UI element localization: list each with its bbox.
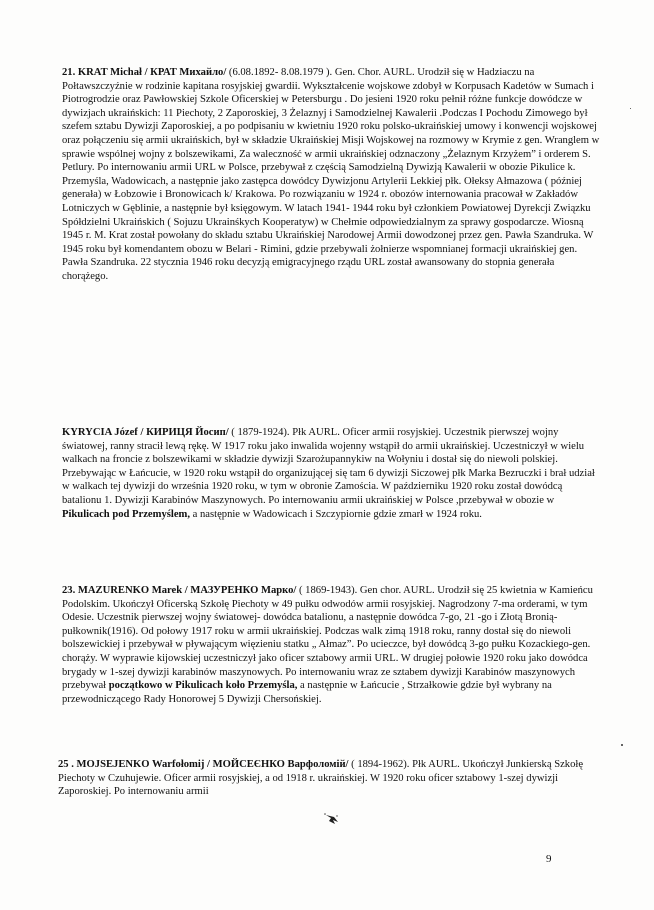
entry-mojsejenko — [58, 758, 606, 799]
entry-text: ( 1879-1924). Płk AURL. Oficer armii rosyjskiej. Uczestnik pierwszej wojny światowej, ranny stracił lewą rękę. W 1917 roku jako inwalida wojenny wstąpił do armii ukraińskiej. Uczestniczył w wielu walkach na froncie z bolszewikami w składzie dywizji Szarożupannykiw na Wołyniu i dostał się do niewoli polskiej. Przebywając w Łańcucie, w 1920 roku wstąpił do organizującej się tam 6 dywizji Siczowej płk Marka Bezruczki i brał udział w walkach tej dywizji do września 1920 roku, w tym w obronie Zamościa. W październiku 1920 roku został dowódcą batalionu 1. Dywizji Karabinów Maszynowych. Po internowaniu armii ukraińskiej w Polsce ,przebywał w obozie w — [62, 427, 595, 506]
entry-text: (6.08.1892- 8.08.1979 ). Gen. Chor. AURL. Urodził się w Hadziaczu na Połtawszczyźnie w rodzinie kapitana rosyjskiej gwardii. Wykształcenie wojskowe zdobył w Korpusach Kadetów w Sumach i Piotrogrodzie oraz Pawłowskiej Szkole Oficerskiej w Petersburgu . Do jesieni 1920 roku pełnił różne funkcje dowódcze w dywizjach ukraińskich: 11 Piechoty, 2 Zaporoskiej, 3 Żelaznyj i Samodzielnej Kawalerii .Podczas I Pochodu Zimowego był szefem sztabu Dywizji Zaporoskiej, a po podpisaniu w kwietniu 1920 roku polsko-ukraińskiej umowy i konwencji wojskowej oraz połączeniu się armii ukraińskich, był w składzie Ukraińskiej Misji Wojskowej na rozmowy w Krymie z gen. Wranglem w sprawie wspólnej wojny z bolszewikami, Za waleczność w armii ukraińskiej odznaczony „Żelaznym Krzyżem” i orderem S. Petlury. Po internowaniu armii URL w Polsce, przebywał z częścią Samodzielną Dywizją Kawalerii w obozie Pikulice k. Przemyśla, Wadowicach, a następnie jako zastępca dowódcy Dywizjonu Artylerii Lekkiej płk. Ołeksy Ałmazowa ( później generała) w Łobzowie i Bronowicach k/ Krakowa. Po rozwiązaniu w 1924 r. obozów internowania pracował w Zakładów Lotniczych w Gęblinie, a następnie był księgowym. W latach 1941- 1944 roku był członkiem Powiatowej Dyrekcji Związku Spółdzielni Ukraińskich ( Sojuzu Ukrainśkych Kooperatyw) w Chełmie odpowiedzialnym za sprawy gospodarcze. Wiosną 1945 r. M. Krat został powołany do składu sztabu Ukraińskiej Narodowej Armii dowodzonej przez gen. Pawła Szandruka. W 1945 roku był komendantem obozu w Belari - Rimini, gdzie przebywali żołnierze wspomnianej formacji ukraińskiej gen. Pawła Szandruka. 22 stycznia 1946 roku decyzją emigracyjnego rządu URL został awansowany do stopnia generała chorążego. — [62, 67, 600, 282]
entry-krat — [62, 66, 600, 284]
scan-speck — [630, 108, 631, 109]
entry-text: ( 1894-1962). Płk AURL. Ukończył Junkierską Szkołę Piechoty w Czuhujewie. Oficer armii rosyjskiej, a od 1918 r. ukraińskiej. W 1920 roku oficer sztabowy 1-szej dywizji Zaporoskiej. Po internowaniu armii — [58, 759, 584, 798]
entry-text: a następnie w Wadowicach i Szczypiornie gdzie zmarł w 1924 roku. — [190, 508, 482, 520]
entry-heading: 25 . MOJSEJENKO Warfołomij / МОЙСЕЄНКО Варфоломій/ — [58, 759, 349, 770]
entry-text: a następnie w Łańcucie , Strzałkowie gdzie był wybrany na przewodniczącego Rady Honorowej 5 Dywizji Chersońskiej. — [62, 680, 552, 705]
entry-heading: 23. MAZURENKO Marek / МАЗУРЕНКО Марко/ — [62, 585, 297, 596]
entry-bold-text: Pikulicach pod Przemyślem, — [62, 508, 190, 520]
entry-heading: 21. KRAT Michał / КРАТ Михайло/ — [62, 67, 227, 78]
entry-bold-text: początkowo w Pikulicach koło Przemyśla, — [108, 680, 298, 692]
entry-kyrycia — [62, 426, 602, 521]
ink-smudge-icon — [322, 812, 342, 826]
page-number: 9 — [546, 853, 552, 865]
scan-speck — [621, 744, 623, 746]
entry-mazurenko — [62, 584, 598, 706]
entry-text: ( 1869-1943). Gen chor. AURL. Urodził się 25 kwietnia w Kamieńcu Podolskim. Ukończył Oficerską Szkołę Piechoty w 49 pułku odwodów armii rosyjskiej. Nagrodzony 7-ma orderami, w tym Odesie. Uczestnik pierwszej wojny światowej- dowódca batalionu, a następnie dowódca 7-go, 21 -go i Złotą Bronią-pułkownik(1916). Od połowy 1917 roku w armii ukraińskiej. Podczas walk zimą 1918 roku, ranny dostał się do niewoli bolszewickiej i przebywał w pływającym więzieniu statku „ Ałmaz”. Po ucieczce, był dowódcą 3-go pułku Kozackiego-gen. chorąży. W wyprawie kijowskiej uczestniczył jako oficer sztabowy armii URL. W drugiej połowie 1920 roku jako dowódca brygady w 1-szej dywizji karabinów maszynowych. Po internowaniu wraz ze sztabem dywizji Karabinów maszynowych przebywał — [62, 585, 593, 692]
entry-heading: KYRYCIA Józef / КИРИЦЯ Йосип/ — [62, 427, 229, 438]
